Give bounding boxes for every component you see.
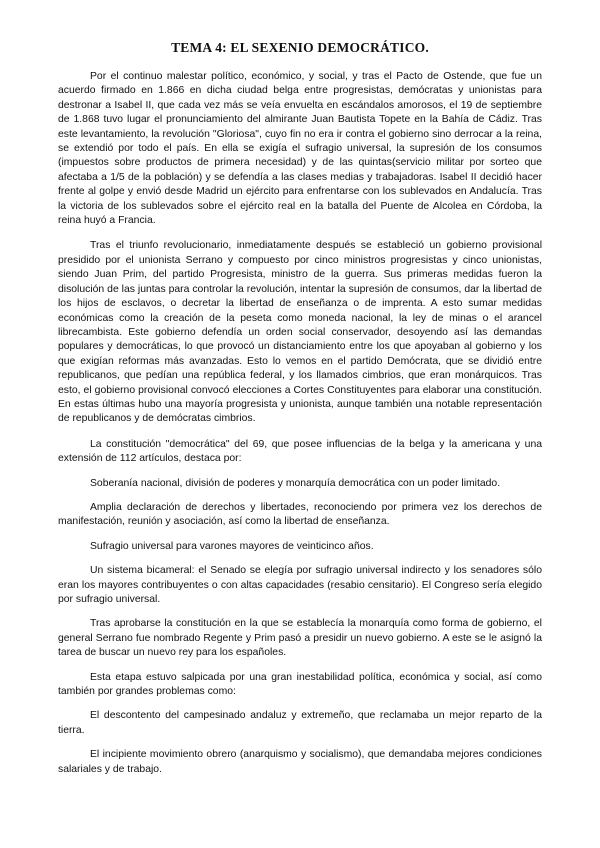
list-item-movimiento-obrero: El incipiente movimiento obrero (anarquismo y socialismo), que demandaba mejores condiciones salariales y de trabajo. (58, 749, 542, 775)
paragraph-constitucion-69: La constitución "democrática" del 69, que posee influencias de la belga y la americana y una extensión de 112 artículos, destaca por: (58, 438, 542, 465)
paragraph-regencia: Tras aprobarse la constitución en la que se establecía la monarquía como forma de gobierno, el general Serrano fue nombrado Regente y Prim pasó a presidir un nuevo gobierno. A este se le asignó la tarea de buscar un nuevo rey para los españoles. (58, 618, 542, 659)
list-item-derechos: Amplia declaración de derechos y libertades, reconociendo por primera vez los derechos de manifestación, reunión y asociación, así como la libertad de enseñanza. (58, 501, 542, 528)
list-item-campesinado: El descontento del campesinado andaluz y extremeño, que reclamaba un mejor reparto de la tierra. (58, 710, 542, 736)
paragraph-pacto-de-ostende: Por el continuo malestar político, económico, y social, y tras el Pacto de Ostende, que fue un acuerdo firmado en 1.866 en dicha ciudad belga entre progresistas, demócratas y unionistas para destronar a Isabel II, que cada vez más se veía envuelta en escándalos amorosos, el 19 de septiembre de 1.868 tuvo lugar el pronunciamiento del almirante Juan Bautista Topete en la Bahía de Cádiz. Tras este levantamiento, la revolución "Gloriosa", cuyo fin no era ir contra el gobierno sino derrocar a la reina, se extendió por todo el país. En ella se exigía el sufragio universal, la supresión de los consumos (impuestos sobre productos de primera necesidad) y de las quintas(servicio militar por sorteo que afectaba a 1/5 de la población) y se defendía a las clases medias y trabajadoras. Isabel II decidió hacer frente al golpe y envió desde Madrid un ejército para enfrentarse con los sublevados en Andalucía. Tras la victoria de los sublevados sobre el ejército real en la batalla del Puente de Alcolea en Córdoba, la reina huyó a Francia. (58, 71, 542, 227)
list-item-sufragio: Sufragio universal para varones mayores de veinticinco años. (90, 540, 374, 552)
list-item-soberania: Soberanía nacional, división de poderes y monarquía democrática con un poder limitado. (90, 477, 501, 489)
list-item-bicameral: Un sistema bicameral: el Senado se elegía por sufragio universal indirecto y los senadores sólo eran los mayores contribuyentes o con altas capacidades (resabio censitario). El Congreso sería elegido por sufragio universal. (58, 565, 542, 605)
page-title: TEMA 4: EL SEXENIO DEMOCRÁTICO. (171, 40, 429, 55)
paragraph-inestabilidad: Esta etapa estuvo salpicada por una gran inestabilidad política, económica y social, así como también por grandes problemas como: (58, 671, 542, 698)
paragraph-gobierno-provisional: Tras el triunfo revolucionario, inmediatamente después se estableció un gobierno provisional presidido por el unionista Serrano y compuesto por cinco ministros progresistas y cinco unionistas, siendo Juan Prim, del partido Progresista, ministro de la guerra. Sus primeras medidas fueron la disolución de las juntas para controlar la revolución, intentar la supresión de consumos, dar la libertad de los hijos de esclavos, o decretar la libertad de enseñanza o de imprenta. A esto sumar medidas económicas como la creación de la peseta como moneda nacional, la ley de minas o el arancel librecambista. Este gobierno defendía un orden social conservador, desoyendo así las demandas populares y democráticas, lo que provocó un distanciamiento entre los que apoyaban al gobierno y los que exigían reformas más avanzadas. Esto lo vemos en el partido Demócrata, que se dividió entre republicanos, que pedían una república federal, y los llamados cimbrios, que eran monárquicos. Tras esto, el gobierno provisional convocó elecciones a Cortes Constituyentes para elaborar una constitución. En estas últimas hubo una mayoría progresista y unionista, aunque también una notable representación de republicanos y de demócratas cimbrios. (58, 240, 542, 425)
